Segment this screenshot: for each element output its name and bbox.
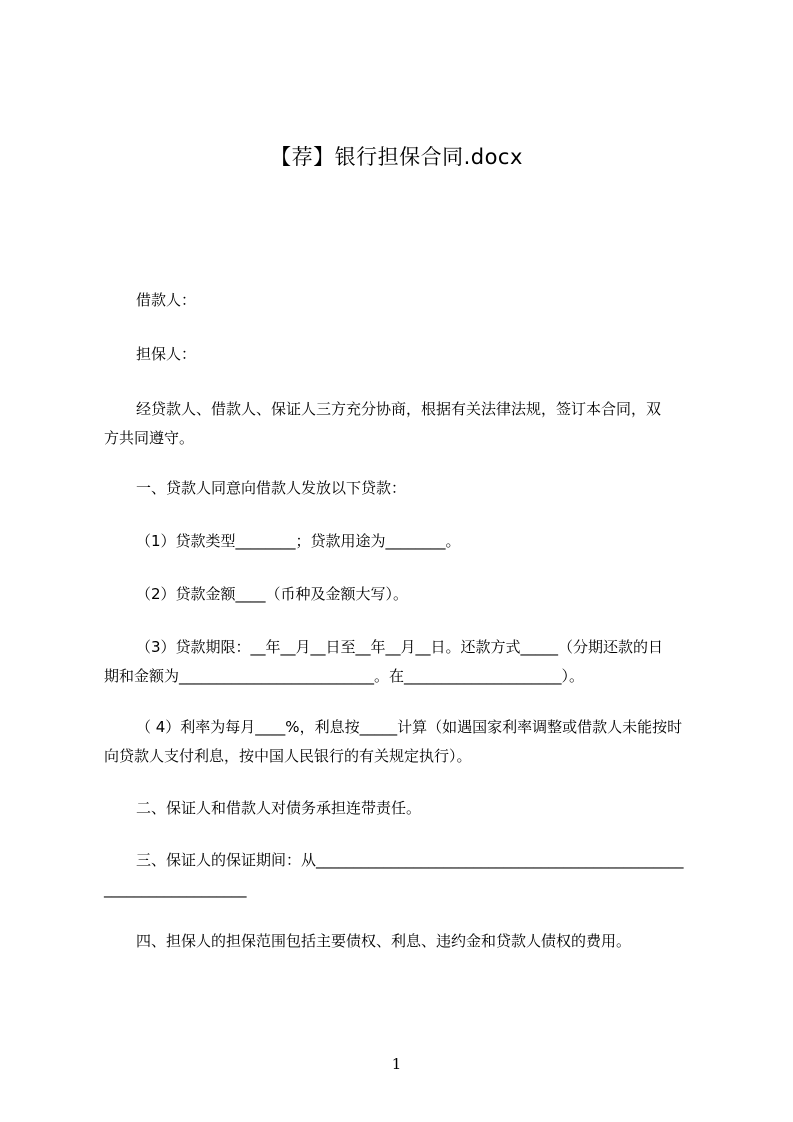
intro-line-1: 经贷款人、借款人、保证人三方充分协商，根据有关法律法规，签订本合同，双 <box>136 400 662 418</box>
clause-2: 二、保证人和借款人对债务承担连带责任。 <box>136 799 422 817</box>
item-3-line-1: （3）贷款期限：__年__月__日至__年__月__日。还款方式_____（分期还款的日 <box>136 638 664 656</box>
borrower-line: 借款人： <box>136 291 197 309</box>
item-2: （2）贷款金额____（币种及金额大写）。 <box>136 585 409 603</box>
clause-3-line-1: 三、保证人的保证期间：从_________________________________________________ <box>136 851 684 869</box>
clause-4: 四、担保人的担保范围包括主要债权、利息、违约金和贷款人债权的费用。 <box>136 932 632 950</box>
guarantor-line: 担保人： <box>136 345 197 363</box>
clause-3-line-2: ___________________ <box>104 880 247 898</box>
clause-1: 一、贷款人同意向借款人发放以下贷款： <box>136 479 407 497</box>
intro-line-2: 方共同遵守。 <box>104 429 195 447</box>
page-number: 1 <box>391 1055 402 1073</box>
item-4-line-2: 向贷款人支付利息，按中国人民银行的有关规定执行）。 <box>104 747 472 765</box>
item-3-line-2: 期和金额为__________________________。在_____________________）。 <box>104 667 585 685</box>
item-1: （1）贷款类型________；贷款用途为________。 <box>136 532 461 550</box>
document-title: 【荐】银行担保合同.docx <box>270 145 523 169</box>
item-4-line-1: （ 4）利率为每月____%，利息按_____计算（如遇国家利率调整或借款人未能按时 <box>136 718 683 736</box>
